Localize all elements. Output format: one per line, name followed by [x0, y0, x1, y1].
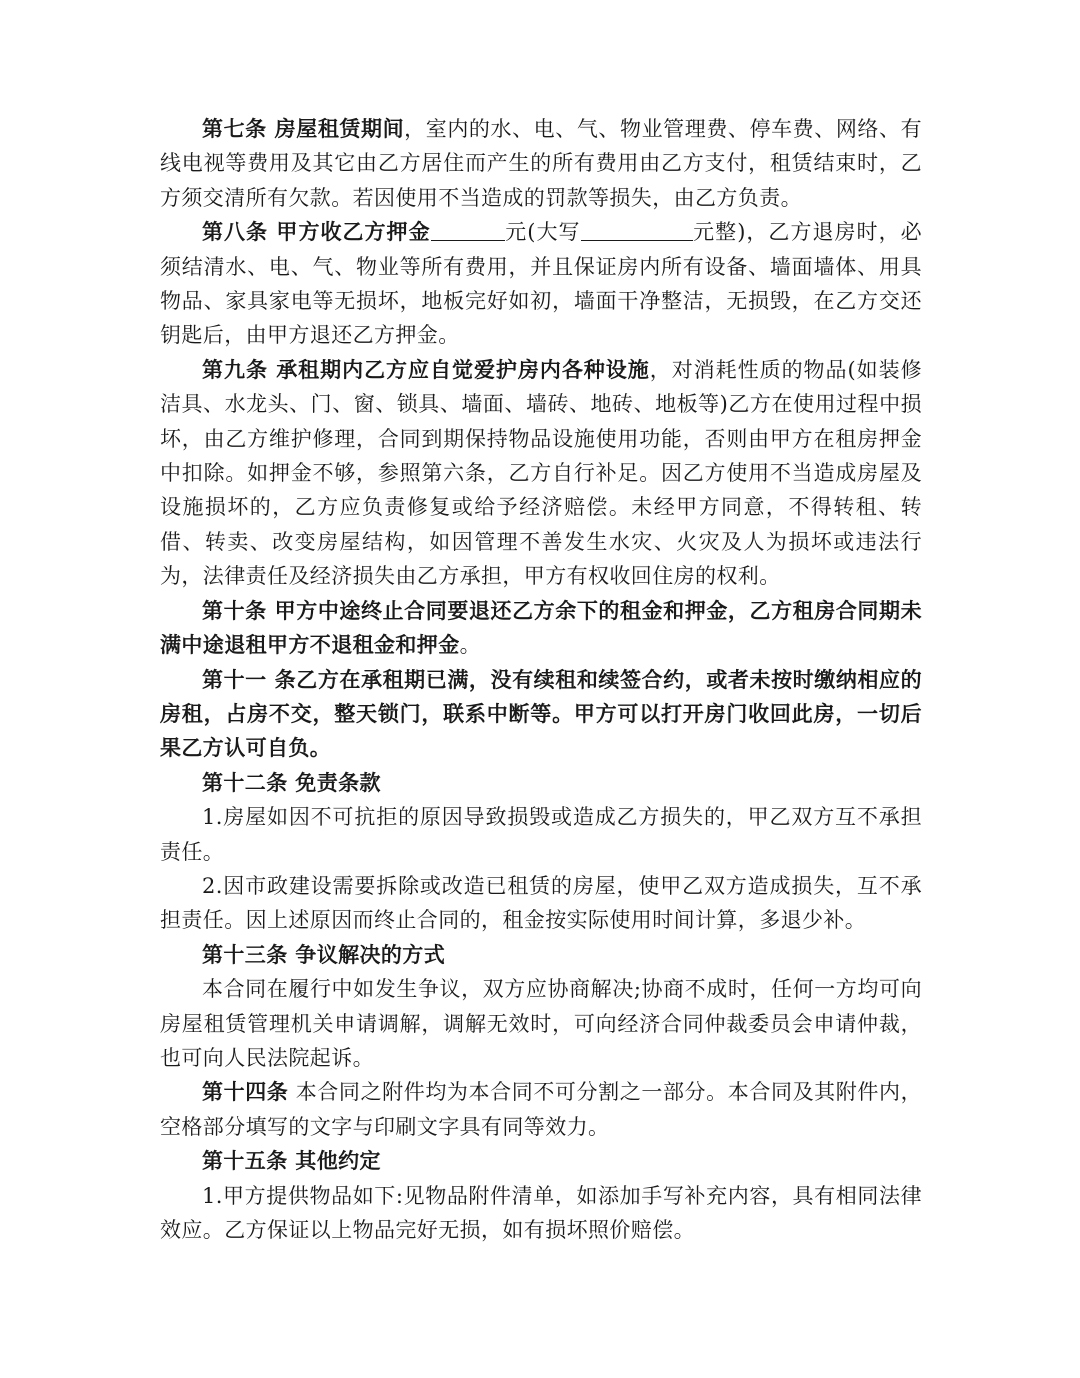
article-14: [160, 1075, 922, 1144]
article-12-heading-line: [160, 766, 922, 800]
article-10-heading: 第十条 甲方中途终止合同要退还乙方余下的租金和押金，乙方租房合同期未满中途退租甲方不退租金和押金: [160, 597, 922, 658]
article-9-body: ，对消耗性质的物品(如装修洁具、水龙头、门、窗、锁具、墙面、墙砖、地砖、地板等)乙方在使用过程中损坏，由乙方维护修理，合同到期保持物品设施使用功能，否则由甲方在租房押金中扣除。如押金不够，参照第六条，乙方自行补足。因乙方使用不当造成房屋及设施损坏的，乙方应负责修复或给予经济赔偿。未经甲方同意，不得转租、转借、转卖、改变房屋结构，如因管理不善发生水灾、火灾及人为损坏或违法行为，法律责任及经济损失由乙方承担，甲方有权收回住房的权利。: [160, 357, 922, 589]
contract-page: [160, 112, 922, 1247]
article-13-heading-line: [160, 938, 922, 972]
article-7-heading: 第七条 房屋租赁期间: [202, 116, 405, 141]
article-11: [160, 663, 922, 766]
article-10: [160, 594, 922, 663]
article-8: [160, 215, 922, 353]
article-15-heading-line: [160, 1144, 922, 1178]
article-12-item-1: 1.房屋如因不可抗拒的原因导致损毁或造成乙方损失的，甲乙双方互不承担责任。: [160, 805, 922, 864]
article-10-tail: 。: [459, 633, 482, 658]
article-11-heading: 第十一 条乙方在承租期已满，没有续租和续签合约，或者未按时缴纳相应的房租，占房不交，整天锁门，联系中断等。甲方可以打开房门收回此房，一切后果乙方认可自负。: [160, 666, 922, 761]
article-9-heading: 第九条 承租期内乙方应自觉爱护房内各种设施: [202, 356, 650, 382]
article-9: [160, 353, 922, 594]
article-8-text-b: 元整)，乙方退房时，必须结清水、电、气、物业等所有费用，并且保证房内所有设备、墙面墙体、用具物品、家具家电等无损坏，地板完好如初，墙面干净整洁，无损毁，在乙方交还钥匙后，由甲方退还乙方押金。: [160, 220, 922, 348]
article-8-heading: 第八条 甲方收乙方押金: [202, 219, 431, 245]
deposit-amount-blank[interactable]: [431, 218, 505, 241]
article-8-text-a: 元(大写: [504, 220, 581, 245]
article-7: [160, 112, 922, 215]
article-14-heading: 第十四条: [202, 1079, 289, 1105]
article-15-item-1: 1.甲方提供物品如下:见物品附件清单，如添加手写补充内容，具有相同法律效应。乙方保证以上物品完好无损，如有损坏照价赔偿。: [160, 1183, 922, 1242]
article-15-heading: 第十五条 其他约定: [202, 1148, 381, 1174]
article-12-item-2: 2.因市政建设需要拆除或改造已租赁的房屋，使甲乙双方造成损失，互不承担责任。因上述原因而终止合同的，租金按实际使用时间计算，多退少补。: [160, 873, 922, 933]
article-7-body: ，室内的水、电、气、物业管理费、停车费、网络、有线电视等费用及其它由乙方居住而产生的所有费用由乙方支付，租赁结束时，乙方须交清所有欠款。若因使用不当造成的罚款等损失，由乙方负责。: [160, 117, 922, 210]
deposit-amount-words-blank[interactable]: [581, 218, 693, 241]
article-12-heading: 第十二条 免责条款: [202, 769, 381, 795]
article-13-heading: 第十三条 争议解决的方式: [202, 941, 446, 967]
article-14-body: 本合同之附件均为本合同不可分割之一部分。本合同及其附件内，空格部分填写的文字与印刷文字具有同等效力。: [160, 1080, 922, 1139]
article-13-body: 本合同在履行中如发生争议，双方应协商解决;协商不成时，任何一方均可向房屋租赁管理机关申请调解，调解无效时，可向经济合同仲裁委员会申请仲裁，也可向人民法院起诉。: [160, 977, 922, 1070]
